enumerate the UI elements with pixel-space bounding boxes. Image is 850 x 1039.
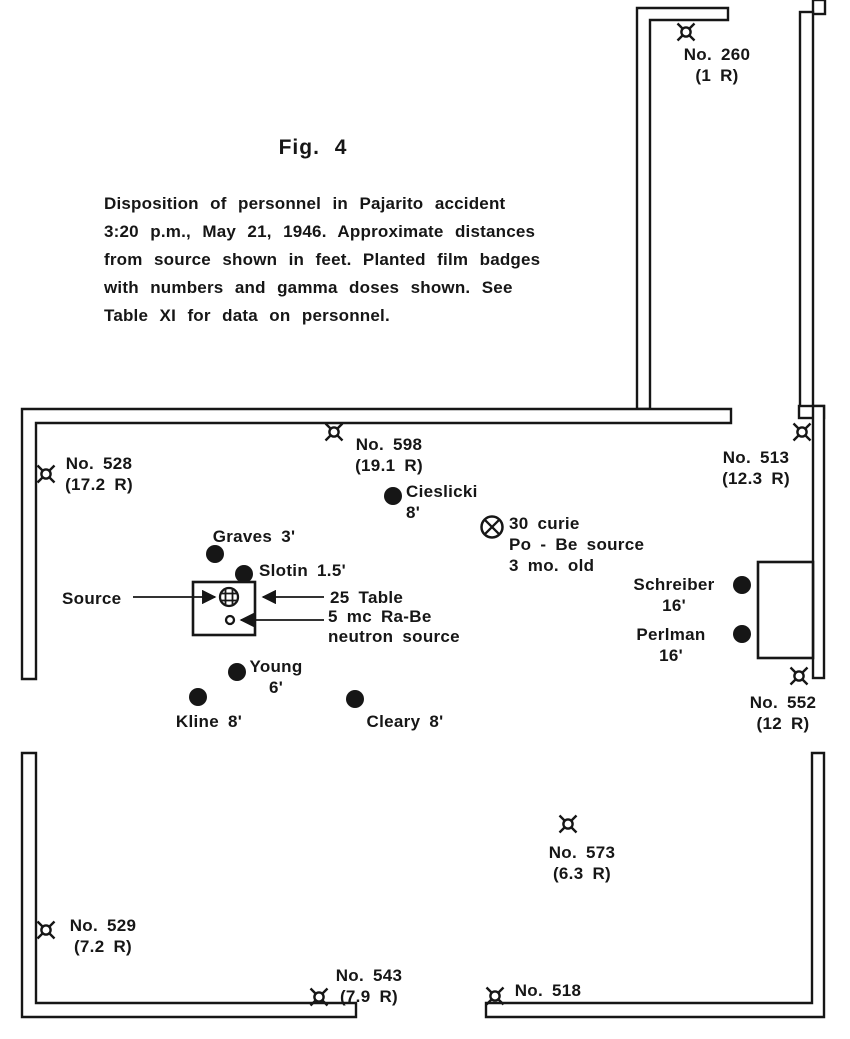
film-badge-label-line: (12.3 R) xyxy=(722,469,790,488)
neutron-source-label-line: 5 mc Ra-Be xyxy=(328,607,432,626)
person-label-line: Slotin 1.5' xyxy=(259,561,346,580)
film-badge-label-line: No. 598 xyxy=(355,435,423,454)
film-badge-label-line: No. 260 xyxy=(683,45,751,64)
film-badge-label-line: (6.3 R) xyxy=(552,864,612,883)
caption-line: 3:20 p.m., May 21, 1946. Approximate distances xyxy=(104,222,536,241)
person-dot-kline xyxy=(189,688,207,706)
film-badge-label-line: No. 543 xyxy=(335,966,403,985)
person-label-line: 6' xyxy=(268,678,284,697)
person-label-line: 8' xyxy=(406,503,421,522)
person-label-schreiber xyxy=(633,574,714,616)
film-badge-icon-573 xyxy=(557,813,579,835)
person-label-line: 16' xyxy=(659,646,683,665)
film-badge-icon-518 xyxy=(484,985,506,1007)
person-label-line: Graves 3' xyxy=(212,527,296,546)
person-label-graves xyxy=(213,526,296,547)
pobe-source-label-line: 30 curie xyxy=(509,514,580,533)
caption-line: Table XI for data on personnel. xyxy=(104,306,390,325)
film-badge-label-573 xyxy=(549,842,616,884)
person-dot-slotin xyxy=(235,565,253,583)
film-badge-label-543 xyxy=(336,965,403,1007)
person-label-line: Schreiber xyxy=(633,575,715,594)
film-badge-label-line: (7.2 R) xyxy=(73,937,133,956)
neutron-source-label xyxy=(328,607,460,647)
film-badge-label-598 xyxy=(355,434,423,476)
film-badge-label-line: (1 R) xyxy=(695,66,739,85)
table-label: 25 Table xyxy=(330,588,404,607)
person-dot-graves xyxy=(206,545,224,563)
film-badge-icon-513 xyxy=(791,421,813,443)
person-label-line: Young xyxy=(249,657,303,676)
pobe-source-label-line: 3 mo. old xyxy=(509,556,595,575)
film-badge-label-line: No. 573 xyxy=(548,843,616,862)
pobe-source-label-line: Po - Be source xyxy=(509,535,645,554)
film-badge-label-513 xyxy=(722,447,790,489)
person-label-cleary xyxy=(367,711,444,732)
film-badge-label-line: No. 518 xyxy=(514,981,582,1000)
film-badge-label-552 xyxy=(750,692,817,734)
figure-caption xyxy=(104,190,590,330)
film-badge-label-line: (12 R) xyxy=(756,714,810,733)
film-badge-label-line: (19.1 R) xyxy=(355,456,423,475)
person-label-young xyxy=(249,656,302,698)
person-label-kline xyxy=(176,711,242,732)
film-badge-label-line: (17.2 R) xyxy=(65,475,133,494)
figure-title: Fig. 4 xyxy=(278,136,348,159)
person-label-perlman xyxy=(636,624,705,666)
film-badge-label-line: No. 552 xyxy=(749,693,817,712)
person-label-line: 16' xyxy=(662,596,686,615)
person-dot-cieslicki xyxy=(384,487,402,505)
film-badge-icon-528 xyxy=(35,463,57,485)
film-badge-label-line: No. 513 xyxy=(722,448,790,467)
film-badge-label-line: (7.9 R) xyxy=(339,987,399,1006)
person-label-slotin xyxy=(259,560,346,581)
person-dot-schreiber xyxy=(733,576,751,594)
source-label: Source xyxy=(62,589,122,608)
film-badge-label-line: No. 529 xyxy=(69,916,137,935)
film-badge-label-528 xyxy=(65,453,133,495)
person-label-line: Cleary 8' xyxy=(366,712,444,731)
film-badge-icon-552 xyxy=(788,665,810,687)
pobe-source-label xyxy=(509,513,644,576)
person-label-line: Cieslicki xyxy=(406,482,478,501)
film-badge-icon-529 xyxy=(35,919,57,941)
neutron-source-label-line: neutron source xyxy=(328,627,460,646)
film-badge-icon-543 xyxy=(308,986,330,1008)
person-label-line: Kline 8' xyxy=(175,712,243,731)
film-badge-label-529 xyxy=(70,915,137,957)
caption-line: with numbers and gamma doses shown. See xyxy=(104,278,513,297)
film-badge-label-line: No. 528 xyxy=(65,454,133,473)
film-badge-icon-598 xyxy=(323,421,345,443)
person-label-line: Perlman xyxy=(636,625,706,644)
person-dot-young xyxy=(228,663,246,681)
person-label-cieslicki xyxy=(406,481,478,523)
film-badge-label-518 xyxy=(515,980,582,1001)
person-dot-cleary xyxy=(346,690,364,708)
person-dot-perlman xyxy=(733,625,751,643)
caption-line: from source shown in feet. Planted film badges xyxy=(104,250,541,269)
film-badge-label-260 xyxy=(684,44,751,86)
film-badge-icon-260 xyxy=(675,21,697,43)
caption-line: Disposition of personnel in Pajarito accident xyxy=(104,194,506,213)
